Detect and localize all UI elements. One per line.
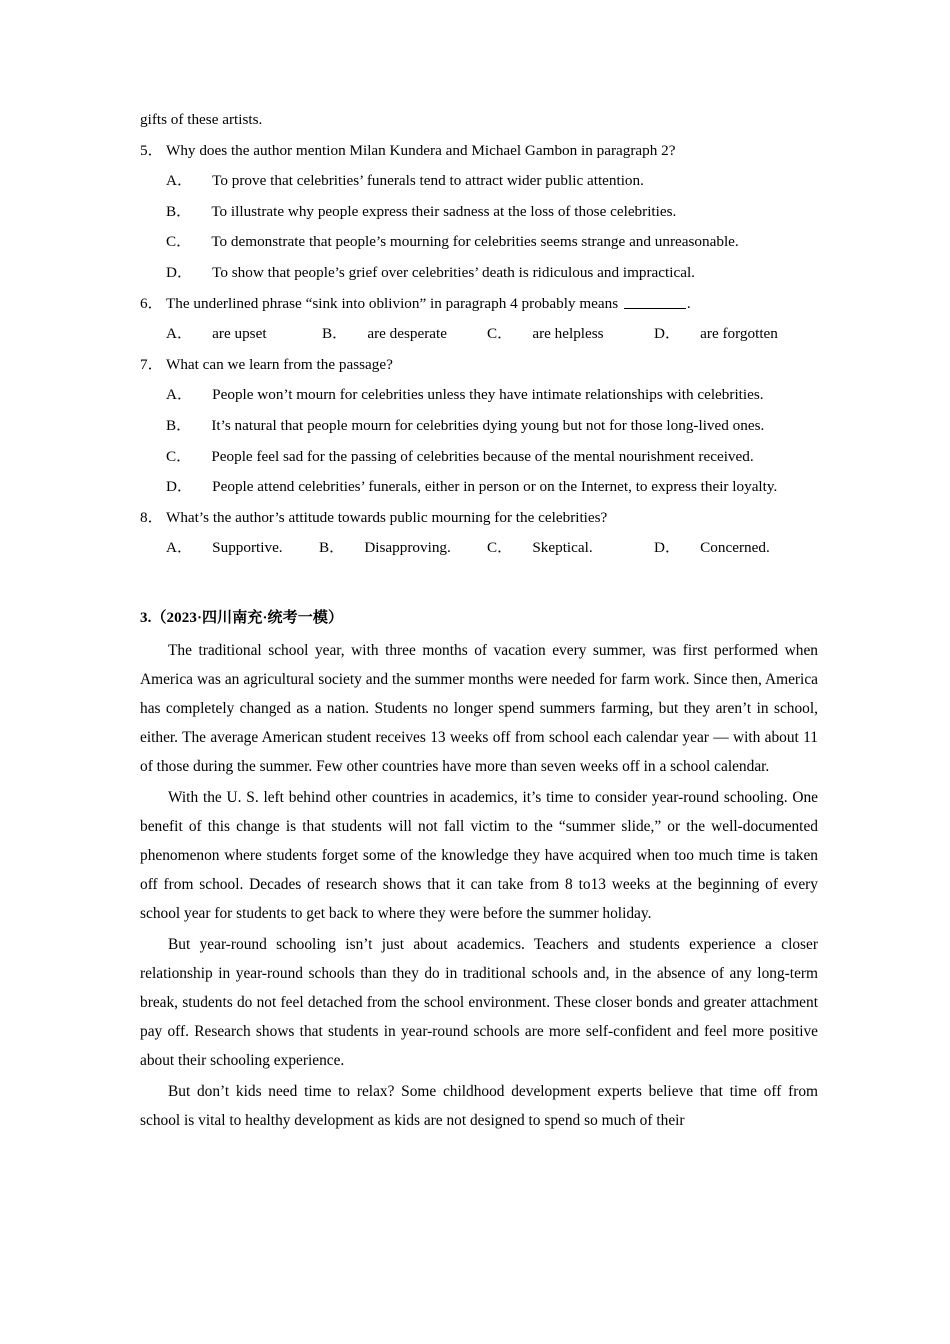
option-letter: A． [166,325,193,343]
question-8-options [140,533,818,564]
question-5-option-a[interactable] [140,166,818,197]
question-6-text-end: . [686,294,691,312]
question-6-option-c[interactable] [487,319,654,350]
option-letter: B． [319,539,345,557]
question-5-option-d[interactable] [140,258,818,289]
option-text: Skeptical. [532,539,593,557]
question-8-stem [140,503,818,534]
option-text: It’s natural that people mourn for celebrities dying young but not for those long-lived ones. [211,416,765,434]
option-text: People won’t mourn for celebrities unless they have intimate relationships with celebrities. [212,386,764,404]
question-6-number: 6． [140,294,163,312]
passage-paragraph-1: The traditional school year, with three months of vacation every summer, was first performed when America was an agricultural society and the summer months were needed for farm work. Since then, America has completely changed as a nation. Students no longer spend summers farming, but they aren’t in school, either. The average American student receives 13 weeks off from school each calendar year — with about 11 of those during the summer. Few other countries have more than seven weeks off in a school calendar. [140,641,818,775]
question-8-option-b[interactable] [319,533,487,564]
question-7-option-b[interactable] [140,411,818,442]
passage-paragraph-2: With the U. S. left behind other countries in academics, it’s time to consider year-round schooling. One benefit of this change is that students will not fall victim to the “summer slide,” or the well-documented phenomenon where students forget some of the knowledge they have acquired when too much time is taken off from school. Decades of research shows that it can take from 8 to13 weeks at the beginning of every school year for students to get back to where they were before the summer holiday. [140,788,818,922]
question-8-text: What’s the author’s attitude towards public mourning for the celebrities? [166,508,608,526]
option-letter: C． [487,325,513,343]
passage-paragraph-4: But don’t kids need time to relax? Some childhood development experts believe that time off from school is vital to healthy development as kids are not designed to spend so much of their [140,1082,818,1129]
option-letter: D． [166,263,193,281]
question-8-option-a[interactable] [166,533,319,564]
option-text: People feel sad for the passing of celebrities because of the mental nourishment received. [211,447,754,465]
option-letter: C． [166,233,192,251]
option-text: To show that people’s grief over celebrities’ death is ridiculous and impractical. [212,263,695,281]
question-6-option-b[interactable] [322,319,487,350]
option-text: To demonstrate that people’s mourning for celebrities seems strange and unreasonable. [211,233,739,251]
option-text: are forgotten [700,325,778,343]
option-letter: B． [322,325,348,343]
option-letter: B． [166,202,192,220]
option-text: Supportive. [212,539,283,557]
page-content [140,105,818,1135]
option-letter: D． [166,478,193,496]
option-text: To illustrate why people express their sadness at the loss of those celebrities. [211,202,677,220]
option-letter: A． [166,386,193,404]
question-5-option-c[interactable] [140,227,818,258]
question-6-option-a[interactable] [166,319,322,350]
option-letter: C． [487,539,513,557]
option-text: are desperate [367,325,448,343]
option-text: People attend celebrities’ funerals, either in person or on the Internet, to express their loyalty. [212,478,778,496]
option-letter: A． [166,539,193,557]
section-heading: 3.（2023·四川南充·统考一模） [140,609,344,626]
option-letter: D． [654,325,681,343]
answer-blank[interactable] [624,297,686,309]
option-text: To prove that celebrities’ funerals tend to attract wider public attention. [212,172,644,190]
option-text: Concerned. [700,539,770,557]
option-text: are helpless [532,325,604,343]
option-letter: B． [166,416,192,434]
question-8-option-c[interactable] [487,533,654,564]
question-7-option-a[interactable] [140,380,818,411]
question-7-text: What can we learn from the passage? [166,355,393,373]
question-6-option-d[interactable] [654,319,778,350]
question-8-number: 8． [140,508,163,526]
option-letter: D． [654,539,681,557]
question-5-option-b[interactable] [140,197,818,228]
option-text: Disapproving. [364,539,451,557]
question-6-options [140,319,818,350]
question-7-option-d[interactable] [140,472,818,503]
question-8-option-d[interactable] [654,533,770,564]
question-5-stem [140,136,818,167]
option-letter: C． [166,447,192,465]
question-6-text: The underlined phrase “sink into oblivion” in paragraph 4 probably means [166,294,622,312]
question-5-text: Why does the author mention Milan Kundera and Michael Gambon in paragraph 2? [166,141,676,159]
option-letter: A． [166,172,193,190]
continuation-text: gifts of these artists. [140,111,263,128]
question-7-number: 7． [140,355,163,373]
question-6-stem [140,289,818,320]
option-text: are upset [212,325,267,343]
question-7-stem [140,350,818,381]
passage-paragraph-3: But year-round schooling isn’t just about academics. Teachers and students experience a closer relationship in year-round schools than they do in traditional schools and, in the absence of any long-term break, students do not feel detached from the school environment. These closer bonds and greater attachment pay off. Research shows that students in year-round schools are more self-confident and feel more positive about their schooling experience. [140,935,818,1069]
question-7-option-c[interactable] [140,442,818,473]
question-5-number: 5． [140,141,163,159]
